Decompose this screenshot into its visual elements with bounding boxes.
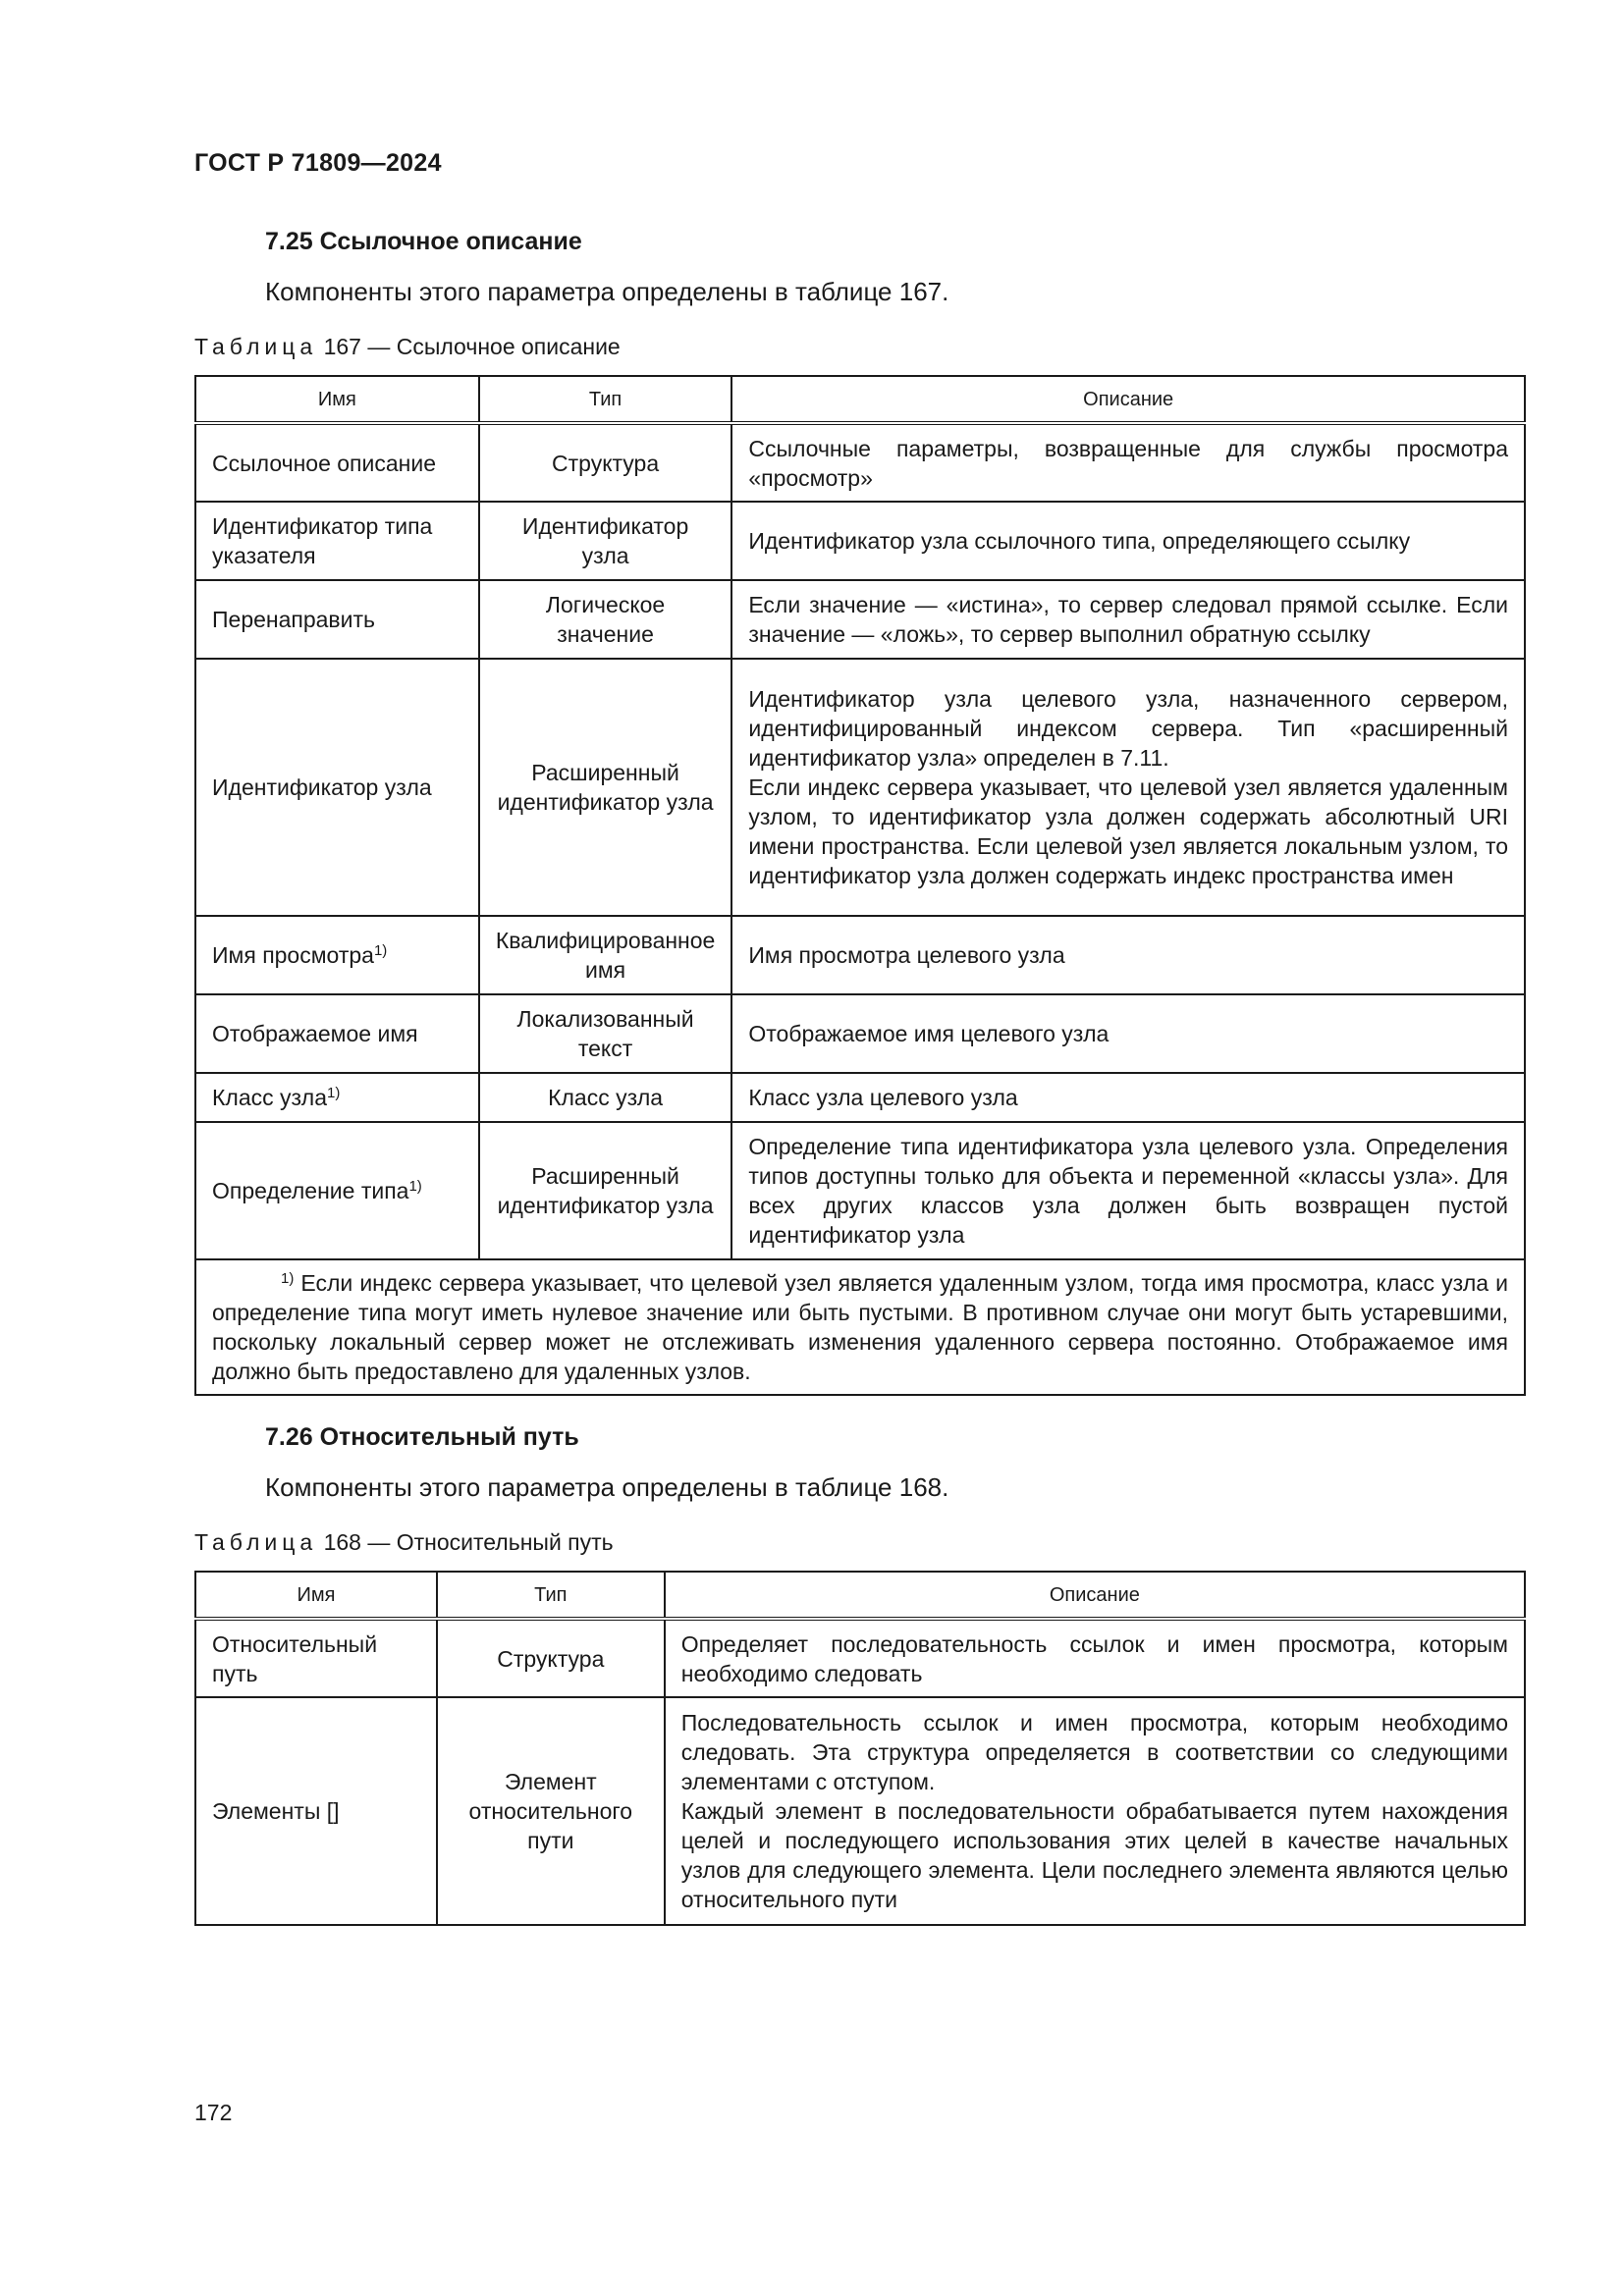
section-title-7-25: 7.25 Ссылочное описание <box>265 228 582 255</box>
cell-name <box>195 916 479 994</box>
footnote-marker: 1) <box>327 1085 341 1101</box>
cell-description: Определение типа идентификатора узла целевого узла. Определения типов доступны только для объекта и переменной «классы узла». Для всех других классов узла должен быть возвращен пустой идентификатор узла <box>731 1122 1525 1259</box>
section-intro-7-25: Компоненты этого параметра определены в таблице 167. <box>265 277 949 306</box>
table-caption-text: 167 — Ссылочное описание <box>323 334 621 359</box>
table-footnote-row <box>195 1259 1525 1395</box>
cell-type: Структура <box>479 423 732 502</box>
column-header-description: Описание <box>665 1572 1525 1619</box>
cell-description <box>731 659 1525 916</box>
table-row <box>195 659 1525 916</box>
table-row <box>195 502 1525 580</box>
table-caption-168 <box>194 1529 614 1556</box>
footnote-text: Если индекс сервера указывает, что целевой узел является удаленным узлом, тогда имя просмотра, класс узла и определение типа могут иметь нулевое значение или быть пустыми. В противном случае они могут быть устаревшими, поскольку локальный сервер может не отслеживать изменения удаленного сервера постоянно. Отображаемое имя должно быть предоставлено для удаленных узлов. <box>212 1270 1509 1384</box>
cell-name: Относительный путь <box>195 1619 437 1697</box>
cell-name-text: Имя просмотра <box>212 942 374 968</box>
cell-name-text: Класс узла <box>212 1085 327 1110</box>
table-168 <box>194 1571 1526 1926</box>
column-header-name: Имя <box>195 376 479 423</box>
cell-name: Перенаправить <box>195 580 479 659</box>
cell-name: Идентификатор узла <box>195 659 479 916</box>
cell-type: Идентификатор узла <box>479 502 732 580</box>
cell-description: Имя просмотра целевого узла <box>731 916 1525 994</box>
footnote-marker: 1) <box>373 942 388 959</box>
table-167 <box>194 375 1526 1396</box>
table-footnote <box>195 1259 1525 1395</box>
cell-description: Отображаемое имя целевого узла <box>731 994 1525 1073</box>
table-caption-label: Таблица <box>194 334 318 359</box>
description-paragraph: Идентификатор узла целевого узла, назначенного сервером, идентифицированный индексом сервера. Тип «расширенный идентификатор узла» определен в 7.11. <box>748 686 1508 771</box>
cell-name: Идентификатор типа указателя <box>195 502 479 580</box>
cell-name <box>195 1073 479 1122</box>
column-header-description: Описание <box>731 376 1525 423</box>
cell-type: Структура <box>437 1619 665 1697</box>
cell-name: Ссылочное описание <box>195 423 479 502</box>
page-number: 172 <box>194 2100 233 2125</box>
table-caption-text: 168 — Относительный путь <box>323 1529 614 1555</box>
table-row <box>195 1122 1525 1259</box>
description-paragraph: Каждый элемент в последовательности обрабатывается путем нахождения целей и последующего использования этих целей в качестве начальных узлов для следующего элемента. Цели последнего элемента являются целью относительного пути <box>680 1798 1508 1912</box>
column-header-type: Тип <box>437 1572 665 1619</box>
cell-name-text: Определение типа <box>212 1178 409 1203</box>
cell-type: Квалифицированное имя <box>479 916 732 994</box>
section-title-7-26: 7.26 Относительный путь <box>265 1423 579 1451</box>
description-paragraph: Последовательность ссылок и имен просмотра, которым необходимо следовать. Эта структура определяется в соответствии со следующими элементами с отступом. <box>680 1710 1508 1794</box>
footnote-indent <box>212 1270 281 1296</box>
table-row <box>195 1697 1525 1925</box>
footnote-marker: 1) <box>281 1270 295 1287</box>
table-row <box>195 916 1525 994</box>
cell-type: Расширенный идентификатор узла <box>479 1122 732 1259</box>
cell-name: Отображаемое имя <box>195 994 479 1073</box>
cell-description: Идентификатор узла ссылочного типа, определяющего ссылку <box>731 502 1525 580</box>
document-number: ГОСТ Р 71809—2024 <box>194 149 442 177</box>
cell-type: Локализованный текст <box>479 994 732 1073</box>
cell-type: Элемент относительного пути <box>437 1697 665 1925</box>
table-caption-167 <box>194 334 621 360</box>
section-intro-7-26: Компоненты этого параметра определены в таблице 168. <box>265 1472 949 1502</box>
footnote-marker: 1) <box>408 1178 422 1195</box>
table-row <box>195 580 1525 659</box>
cell-type: Класс узла <box>479 1073 732 1122</box>
cell-name <box>195 1122 479 1259</box>
cell-description: Ссылочные параметры, возвращенные для службы просмотра «просмотр» <box>731 423 1525 502</box>
table-row <box>195 994 1525 1073</box>
table-row <box>195 1073 1525 1122</box>
cell-name: Элементы [] <box>195 1697 437 1925</box>
cell-description: Класс узла целевого узла <box>731 1073 1525 1122</box>
table-row <box>195 1619 1525 1697</box>
table-row <box>195 423 1525 502</box>
cell-type: Расширенный идентификатор узла <box>479 659 732 916</box>
description-paragraph: Если индекс сервера указывает, что целевой узел является удаленным узлом, то идентификатор узла должен содержать абсолютный URI имени пространства. Если целевой узел является локальным узлом, то идентификатор узла должен содержать индекс пространства имен <box>748 774 1508 888</box>
cell-description: Определяет последовательность ссылок и имен просмотра, которым необходимо следовать <box>665 1619 1525 1697</box>
cell-type: Логическое значение <box>479 580 732 659</box>
column-header-type: Тип <box>479 376 732 423</box>
table-caption-label: Таблица <box>194 1529 318 1555</box>
column-header-name: Имя <box>195 1572 437 1619</box>
cell-description <box>665 1697 1525 1925</box>
cell-description: Если значение — «истина», то сервер следовал прямой ссылке. Если значение — «ложь», то сервер выполнил обратную ссылку <box>731 580 1525 659</box>
